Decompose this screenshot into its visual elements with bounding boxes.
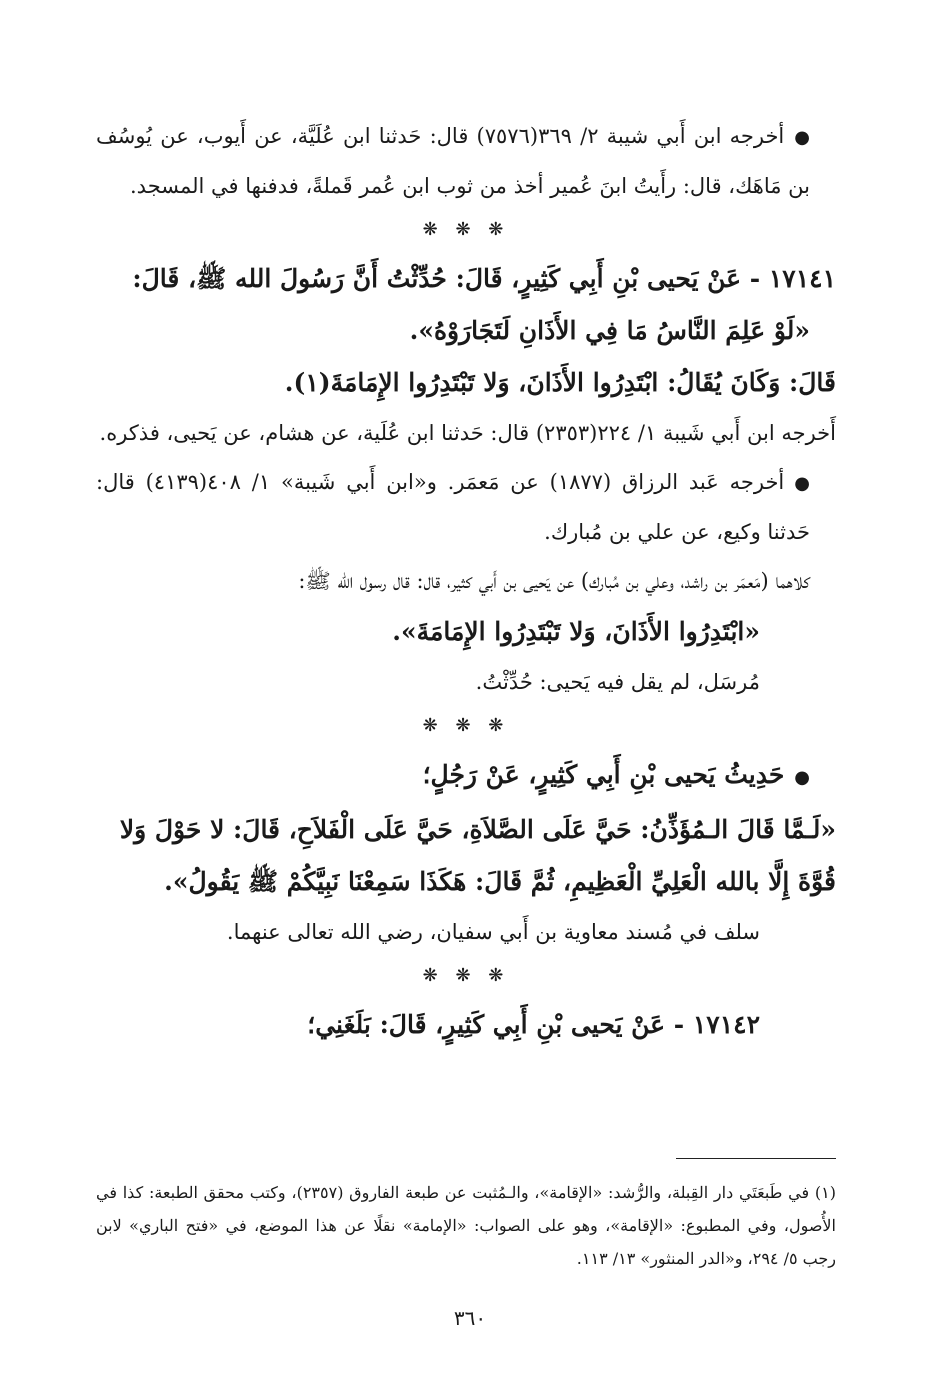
paragraph-text: حَدِيثُ يَحيى بْنِ أَبِي كَثِيرٍ، عَنْ رَجُلٍ؛ xyxy=(422,760,785,789)
section-separator: ❋ ❋ ❋ xyxy=(422,965,510,986)
paragraph-text: أخرجه عَبد الرزاق (١٨٧٧) عن مَعمَر. و«ابن أَبي شَيبة» ١/ ٤٠٨(٤١٣٩) قال: حَدثنا وكيع، عن علي بن مُبارك. xyxy=(96,470,810,544)
hadith-heading: ١٧١٤١ - عَنْ يَحيى بْنِ أَبِي كَثِيرٍ، قَالَ: حُدِّثْتُ أَنَّ رَسُولَ الله ﷺ، قَالَ: xyxy=(132,264,836,293)
paragraph-text: أخرجه ابن أَبي شيبة ٢/ ٣٦٩(٧٥٧٦) قال: حَدثنا ابن عُلَيَّة، عن أَيوب، عن يُوسُف بن مَاهَك، قال: رأَيتُ ابنَ عُمير أخذ من ثوب ابن عُمر قَملةً، فدفنها في المسجد. xyxy=(96,124,810,198)
page-body xyxy=(96,112,836,1051)
bullet-icon: ● xyxy=(794,473,810,494)
section-separator: ❋ ❋ ❋ xyxy=(422,715,510,736)
footnote-divider xyxy=(676,1158,836,1159)
takhrij-paragraph: أَخرجه ابن أَبي شَيبة ١/ ٢٢٤(٢٣٥٣) قال: حَدثنا ابن عُلَية، عن هشام، عن يَحيى، فذكره. xyxy=(99,421,836,445)
hadith-text: قَالَ: وَكَانَ يُقَالُ: ابْتَدِرُوا الأَذَانَ، وَلا تَبْتَدِرُوا الإِمَامَةَ(١). xyxy=(284,368,836,397)
note-paragraph: مُرسَل، لم يقل فيه يَحيى: حُدِّثْتُ. xyxy=(475,670,760,694)
takhrij-paragraph: كلاهما (مَعمَر بن راشد، وعلي بن مُبارك) عن يَحيى بن أَبي كثير، قال: قال رسول الله ﷺ: xyxy=(298,569,810,593)
hadith-heading: ١٧١٤٢ - عَنْ يَحيى بْنِ أَبِي كَثِيرٍ، قَالَ: بَلَغَنِي؛ xyxy=(307,1010,760,1039)
bullet-paragraph xyxy=(96,112,836,211)
bullet-icon: ● xyxy=(794,767,810,788)
hadith-text: «لَـمَّا قَالَ الـمُؤَذِّنُ: حَيَّ عَلَى الصَّلاَةِ، حَيَّ عَلَى الْفَلاَحِ، قَالَ: لا حَوْلَ وَلا قُوَّةَ إِلَّا بالله الْعَلِيِّ الْعَظِيمِ، ثُمَّ قَالَ: هَكَذَا سَمِعْنَا نَبِيَّكُمْ ﷺ يَقُولُ». xyxy=(119,815,836,896)
hadith-text: «لَوْ عَلِمَ النَّاسُ مَا فِي الأَذَانِ لَتَجَارَوْهُ». xyxy=(409,316,810,345)
page-number: ٣٦٠ xyxy=(453,1306,487,1330)
bullet-icon: ● xyxy=(794,127,810,148)
section-separator: ❋ ❋ ❋ xyxy=(422,219,510,240)
hadith-heading xyxy=(96,749,836,804)
hadith-text: «ابْتَدِرُوا الأَذَانَ، وَلا تَبْتَدِرُوا الإِمَامَةَ». xyxy=(392,617,760,646)
bullet-paragraph xyxy=(96,458,836,557)
footnote: (١) في طَبعَتَي دار القِبلة، والرُّشد: «الإقامة»، والـمُثبت عن طبعة الفاروق (٢٣٥٧)، وكتب محقق الطبعة: كذا في الأُصول، وفي المطبوع: «الإقامة»، وهو على الصواب: «الإمامة» نقلًا عن هذا الموضع، في «فتح الباري» لابن رجب ٥/ ٢٩٤، و«الدر المنثور» ١٣/ ١١٣. xyxy=(96,1183,836,1268)
note-paragraph: سلف في مُسند معاوية بن أَبي سفيان، رضي الله تعالى عنهما. xyxy=(226,920,760,944)
